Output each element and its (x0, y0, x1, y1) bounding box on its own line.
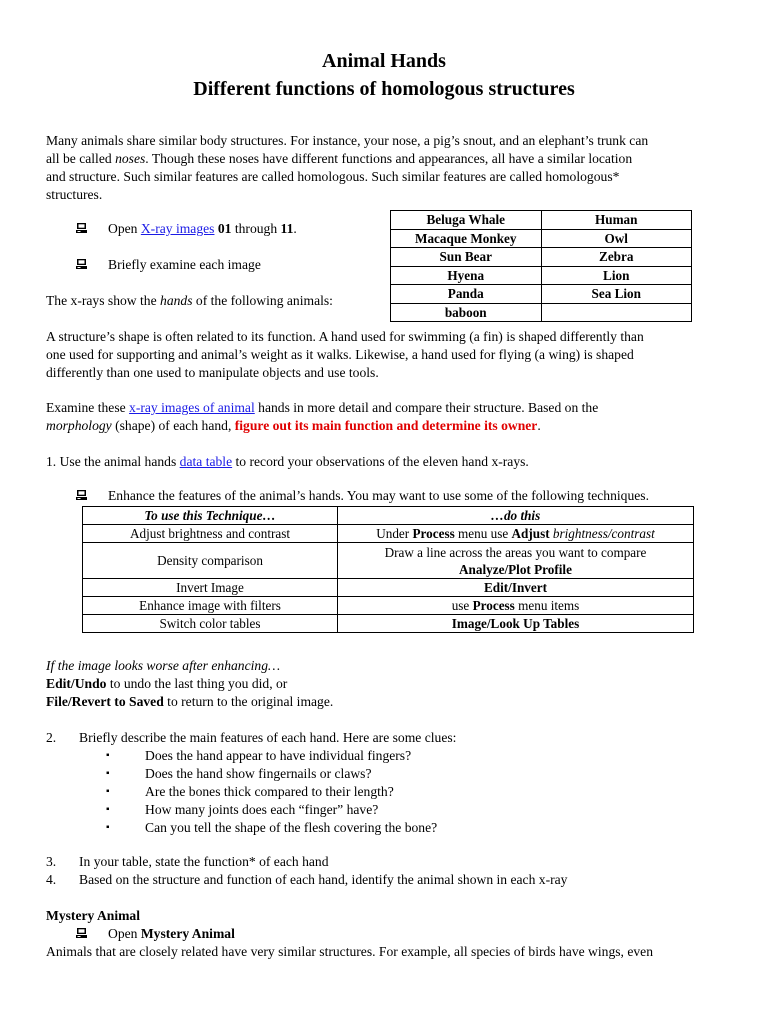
step-2-text: Briefly describe the main features of each hand. Here are some clues: (79, 730, 457, 745)
action-cell: Image/Look Up Tables (338, 615, 694, 633)
step-4-number: 4. (46, 872, 57, 887)
open-xray-step: Open X-ray images 01 through 11. (108, 221, 297, 236)
computer-icon (76, 490, 87, 501)
animal-cell: Beluga Whale (391, 211, 542, 230)
xray-hands-line: The x-rays show the hands of the following animals: (46, 293, 333, 308)
bullet-icon: ▪ (106, 768, 110, 779)
bullet-icon: ▪ (106, 786, 110, 797)
bullet-icon: ▪ (106, 822, 110, 833)
clue-item: Does the hand show fingernails or claws? (145, 766, 372, 781)
animal-cell: baboon (391, 303, 542, 322)
bullet-icon: ▪ (106, 804, 110, 815)
animal-cell: Zebra (541, 248, 692, 267)
step-1: 1. Use the animal hands data table to record your observations of the eleven hand x-rays. (46, 454, 529, 469)
step-4-text: Based on the structure and function of each hand, identify the animal shown in each x-ray (79, 872, 568, 887)
animal-row (391, 266, 692, 285)
clue-item: How many joints does each “finger” have? (145, 802, 379, 817)
open-mystery-step: Open Mystery Animal (108, 926, 235, 941)
clue-item: Does the hand appear to have individual fingers? (145, 748, 412, 763)
animal-cell: Hyena (391, 266, 542, 285)
animal-cell: Sun Bear (391, 248, 542, 267)
computer-icon (76, 928, 87, 939)
animal-cell: Lion (541, 266, 692, 285)
step-2-number: 2. (46, 730, 57, 745)
technique-cell: Invert Image (83, 579, 338, 597)
animal-cell: Sea Lion (541, 285, 692, 304)
step-3-number: 3. (46, 854, 57, 869)
undo-instructions: If the image looks worse after enhancing… Edit/Undo to undo the last thing you did, or File/Revert to Saved to return to the original image. (46, 658, 334, 709)
action-cell: Draw a line across the areas you want to compare Analyze/Plot Profile (338, 543, 694, 579)
action-cell: Edit/Invert (338, 579, 694, 597)
clue-item: Are the bones thick compared to their length? (145, 784, 394, 799)
xray-images-link[interactable]: X-ray images (140, 221, 215, 236)
animal-cell: Owl (541, 229, 692, 248)
clue-item: Can you tell the shape of the flesh covering the bone? (145, 820, 438, 835)
mystery-text: Animals that are closely related have very similar structures. For example, all species of birds have wings, even (46, 944, 653, 959)
animals-table (390, 210, 692, 322)
highlighted-instruction: figure out its main function and determine its owner (234, 418, 538, 433)
page-subtitle: Different functions of homologous structures (193, 78, 575, 100)
animal-cell: Macaque Monkey (391, 229, 542, 248)
technique-header: To use this Technique… (144, 508, 276, 523)
animal-cell (541, 303, 692, 322)
mystery-heading: Mystery Animal (46, 908, 141, 923)
enhance-step: Enhance the features of the animal’s hands. You may want to use some of the following techniques. (108, 488, 649, 503)
computer-icon (76, 223, 87, 234)
technique-cell: Switch color tables (83, 615, 338, 633)
animal-cell: Panda (391, 285, 542, 304)
technique-cell: Adjust brightness and contrast (83, 525, 338, 543)
animal-row (391, 229, 692, 248)
page-title: Animal Hands (322, 50, 446, 72)
computer-icon (76, 259, 87, 270)
action-cell: use Process menu items (338, 597, 694, 615)
xray-images-of-animal-link[interactable]: x-ray images of animal (129, 400, 255, 415)
animal-row (391, 248, 692, 267)
technique-cell: Enhance image with filters (83, 597, 338, 615)
animal-row (391, 303, 692, 322)
animal-row (391, 285, 692, 304)
examine-paragraph: Examine these x-ray images of animal hands in more detail and compare their structure. Based on the morphology (shape) of each hand, figure out its main function and determine its owner. (46, 400, 599, 433)
animal-cell: Human (541, 211, 692, 230)
intro-paragraph: Many animals share similar body structures. For instance, your nose, a pig’s snout, and an elephant’s trunk can all be called noses. Though these noses have different functions and appearances, all have a similar location and structure. Such similar features are called homologous. Such similar features are called homologous* structures. (46, 133, 649, 202)
animal-row (391, 211, 692, 230)
action-header: …do this (490, 508, 541, 523)
examine-step: Briefly examine each image (108, 257, 261, 272)
technique-table (82, 506, 694, 633)
bullet-icon: ▪ (106, 750, 110, 761)
technique-cell: Density comparison (83, 543, 338, 579)
action-cell: Under Process menu use Adjust brightness/contrast (338, 525, 694, 543)
step-3-text: In your table, state the function* of each hand (79, 854, 329, 869)
data-table-link[interactable]: data table (179, 454, 233, 469)
structure-paragraph: A structure’s shape is often related to its function. A hand used for swimming (a fin) is shaped differently than one used for supporting and animal’s weight as it walks. Likewise, a hand used for flying (a wing) is shaped differently than one used to manipulate objects and use tools. (46, 329, 644, 380)
